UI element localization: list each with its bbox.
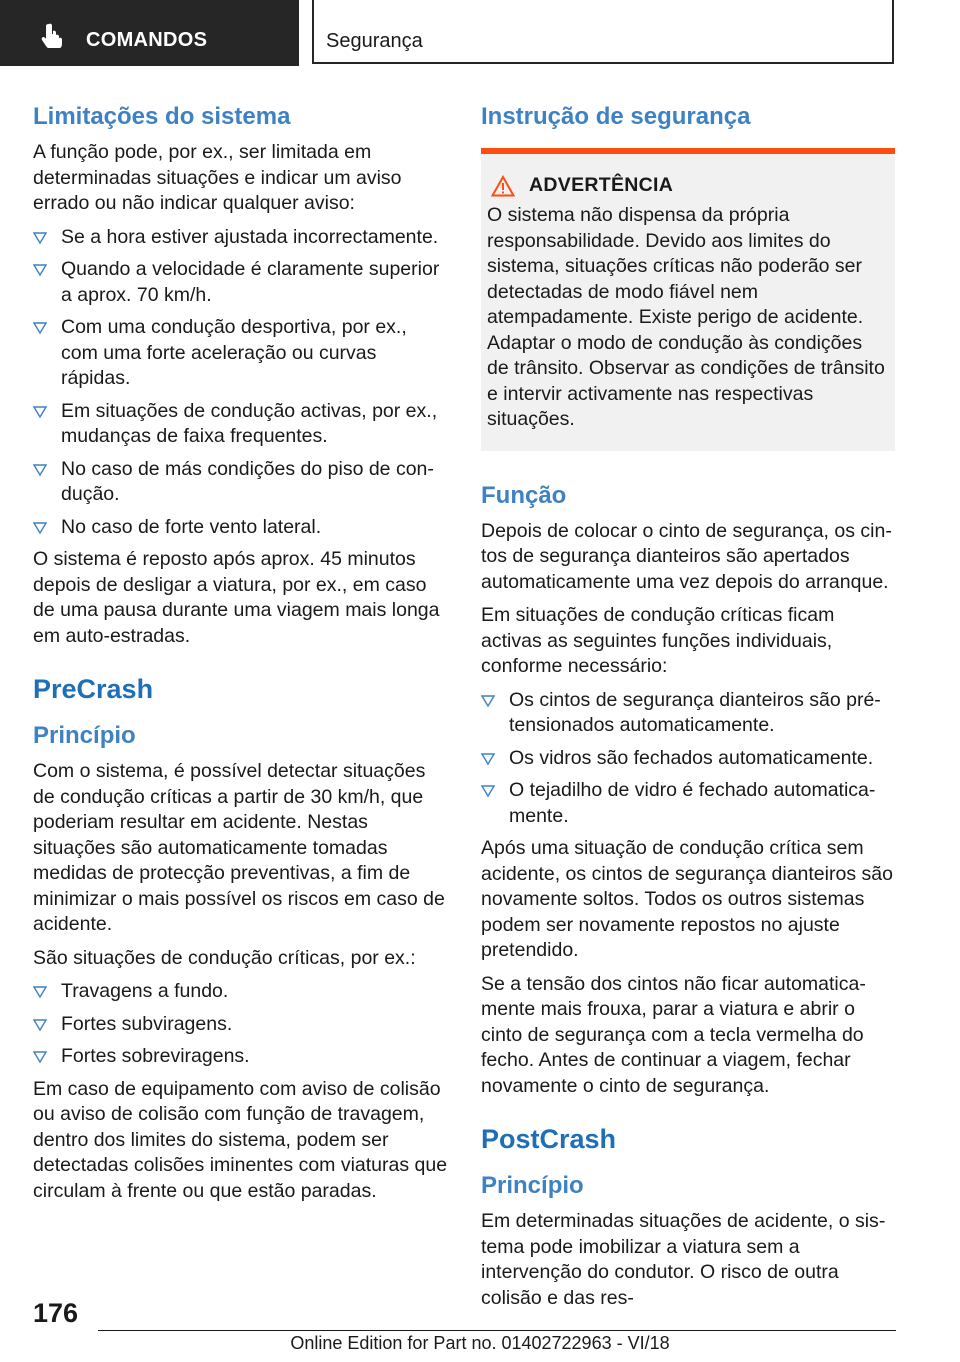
warning-triangle-icon [491,175,515,197]
touch-hand-icon [40,22,66,48]
right-column [481,100,895,1319]
list-item: Fortes sobreviragens. [33,1044,448,1070]
page-header [0,0,960,66]
triangle-bullet-icon [33,985,47,999]
warning-header [487,174,887,197]
list-item: Quando a velocidade é claramente superior a aprox. 70 km/h. [33,257,448,308]
triangle-bullet-icon [33,1050,47,1064]
warning-text: O sistema não dispensa da própria responsabilidade. Devido aos limites do sistema, situações críticas não poderão ser detectadas de modo fiável nem atempadamente. Existe perigo de acidente. Adaptar o modo de condução às condições de trânsito. Observar as condições de trânsito e intervir activamente nas respectivas situações. [487,204,885,430]
function-list [481,688,895,830]
warning-title: ADVERTÊNCIA [529,174,674,196]
triangle-bullet-icon [33,521,47,535]
triangle-bullet-icon [481,752,495,766]
heading-principle: Princípio [33,722,136,749]
left-column [33,100,448,1212]
section-label: Segurança [326,30,423,52]
list-item: No caso de más condições do piso de condução. [33,457,448,508]
heading-system-limits: Limitações do sistema [33,103,291,130]
heading-precrash: PreCrash [33,674,154,704]
list-item: Se a hora estiver ajustada incorrectamente. [33,225,448,251]
limits-list [33,225,448,541]
heading-principle-postcrash: Princípio [481,1172,584,1199]
list-item: O tejadilho de vidro é fechado automaticamente. [481,778,895,829]
paragraph-limits-intro: A função pode, por ex., ser limitada em determinadas situações e indicar um aviso errado ou não indicar qualquer aviso: [33,141,402,214]
list-item: Em situações de condução activas, por ex., mudanças de faixa frequentes. [33,399,448,450]
triangle-bullet-icon [33,1018,47,1032]
chapter-label: COMANDOS [86,29,208,51]
triangle-bullet-icon [33,405,47,419]
triangle-bullet-icon [33,231,47,245]
paragraph-belt-tension: Se a tensão dos cintos não ficar automaticamente mais frouxa, parar a viatura e abrir o cinto de segurança com a tecla vermelha do fecho. Antes de continuar a viagem, fechar novamente o cinto de segurança. [481,972,866,1097]
paragraph-critical-intro: São situações de condução críticas, por ex.: [33,946,416,969]
paragraph-reset: O sistema é reposto após aprox. 45 minutos depois de desligar a viatura, por ex., em caso de uma pausa durante uma viagem mais longa em auto-estradas. [33,548,440,647]
heading-postcrash: PostCrash [481,1124,617,1154]
paragraph-function-1: Depois de colocar o cinto de segurança, os cintos de segurança dianteiros são apertados automaticamente uma vez depois do arranque. [481,519,892,593]
triangle-bullet-icon [481,694,495,708]
paragraph-collision: Em caso de equipamento com aviso de colisão ou aviso de colisão com função de travagem, dentro dos limites do sistema, podem ser detectadas colisões iminentes com viaturas que circulam à frente ou que estão paradas. [33,1077,448,1202]
paragraph-after-situation: Após uma situação de condução crítica sem acidente, os cintos de segurança dianteiros são novamente soltos. Todos os outros sistemas podem ser novamente repostos no ajuste pretendido. [481,837,893,961]
list-item: Com uma condução desportiva, por ex., com uma forte aceleração ou curvas rápidas. [33,315,448,392]
list-item: No caso de forte vento lateral. [33,515,448,541]
footer-divider [98,1330,896,1331]
critical-list [33,979,448,1070]
triangle-bullet-icon [33,263,47,277]
triangle-bullet-icon [481,784,495,798]
triangle-bullet-icon [33,463,47,477]
warning-box [481,148,895,451]
heading-function: Função [481,481,567,509]
list-item: Os vidros são fechados automaticamente. [481,746,895,772]
page-number: 176 [33,1298,79,1328]
heading-safety-instruction: Instrução de segurança [481,103,751,130]
list-item: Fortes subviragens. [33,1012,448,1038]
triangle-bullet-icon [33,321,47,335]
paragraph-principle: Com o sistema, é possível detectar situações de condução críticas a partir de 30 km/h, que poderiam resultar em acidente. Nestas situações são automaticamente tomadas medidas de protecção preventivas, a fim de minimizar o mais possível os riscos em caso de acidente. [33,760,445,935]
section-tab[interactable] [312,0,894,64]
list-item: Travagens a fundo. [33,979,448,1005]
paragraph-postcrash: Em determinadas situações de acidente, o sistema pode imobilizar a viatura sem a intervenção do condutor. O risco de outra colisão e das res- [481,1210,886,1309]
edition-text: Online Edition for Part no. 01402722963 - VI/18 [290,1333,670,1353]
list-item: Os cintos de segurança dianteiros são pré-tensionados automaticamente. [481,688,895,739]
paragraph-function-2: Em situações de condução críticas ficam activas as seguintes funções individuais, conforme necessário: [481,604,835,677]
chapter-tab[interactable] [0,0,299,66]
